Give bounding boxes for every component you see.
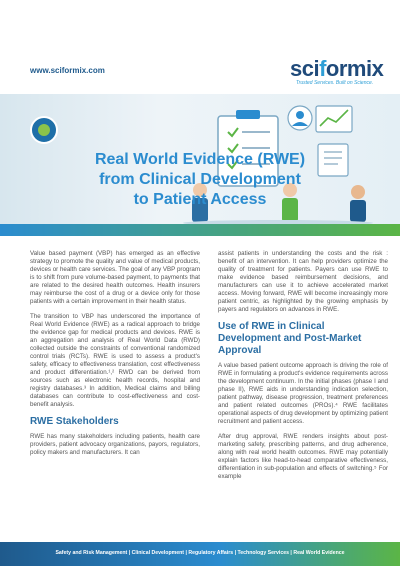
paragraph-value-based: A value based patient outcome approach is driving the role of RWE in formulating a product's evidence requirements across the development continuum. In the initial phases (phase I and phase II), RWE aids in understanding indication selection, patient pathway, disease progression, treatment preferences and patient related outcomes (PROs).⁴ RWE facilitates operational aspects of drug development by optimizing patient recruitment and patient access. bbox=[218, 362, 388, 425]
page-footer bbox=[0, 542, 400, 566]
website-url[interactable]: www.sciformix.com bbox=[30, 66, 105, 75]
paragraph-stakeholders-cont: assist patients in understanding the costs and the risk : benefit of an intervention. It can help providers optimize the quality of treatment for patients. Payers can use RWE to make evidence based reimbursement decisions, and manufacturers can use it to achieve accelerated market access. Moving forward, RWE will become increasingly more patient centric, as highlighted by the growing emphasis by payers and regulators on advances in RWE. bbox=[218, 250, 388, 313]
logo-text-x: f bbox=[319, 56, 326, 81]
title-line-3: to Patient Access bbox=[133, 191, 267, 208]
paragraph-stakeholders: RWE has many stakeholders including patients, health care providers, patient advocacy organizations, payors, regulators, policy makers and manufacturers. It can bbox=[30, 433, 200, 456]
title-line-2: from Clinical Development bbox=[99, 171, 301, 188]
title-line-1: Real World Evidence (RWE) bbox=[94, 151, 306, 168]
sciformix-s-icon bbox=[30, 116, 58, 144]
right-column bbox=[218, 250, 388, 488]
heading-use-of-rwe: Use of RWE in Clinical Development and Post-Market Approval bbox=[218, 321, 362, 356]
paragraph-vbp: Value based payment (VBP) has emerged as an effective strategy to promote the quality and value of medical products, devices or health care services. The goal of any VBP program is to shift from pure volume-based payment, to payments that are related to the desired health outcomes. Health insurers may reimburse the cost of a drug or a device only for those patients with a certain improvement in their health status. bbox=[30, 250, 200, 305]
left-column bbox=[30, 250, 200, 464]
gradient-divider bbox=[0, 224, 400, 236]
document-title bbox=[0, 150, 400, 210]
logo-text-pre: sci bbox=[290, 56, 320, 81]
s-badge-inner bbox=[38, 124, 50, 136]
footer-services: Safety and Risk Management | Clinical Development | Regulatory Affairs | Technology Services | Real World Evidence bbox=[55, 550, 345, 556]
heading-stakeholders: RWE Stakeholders bbox=[30, 416, 119, 427]
logo-text-post: ormix bbox=[325, 56, 384, 81]
paragraph-transition: The transition to VBP has underscored the importance of Real World Evidence (RWE) as a radical approach to bridge the evidence gap for medical products and devices. RWE is an aggregation and analysis of Real World Data (RWD) collected outside the constraints of conventional randomized control trials (RCTs). RWE is used to assess a product's safety, efficacy to effectiveness translation, cost effectiveness and product differentiation.¹,² RWD can be derived from sources such as electronic health records, hospital and registry databases.³ In addition, Medical claims and billing databases can contribute to cost-effectiveness and cost-benefit analysis. bbox=[30, 313, 200, 408]
sciformix-logo bbox=[290, 56, 383, 82]
paragraph-after-approval: After drug approval, RWE renders insights about post-marketing safety, prescribing patterns, and drug adherence, along with real world health outcomes. RWE may potentially explain factors like head-to-head comparative effectiveness, differentiation in sub-population and effects of switching.⁵ For example bbox=[218, 433, 388, 480]
page-header bbox=[0, 0, 400, 90]
logo-tagline: Trusted Services. Built on Science. bbox=[296, 80, 374, 86]
